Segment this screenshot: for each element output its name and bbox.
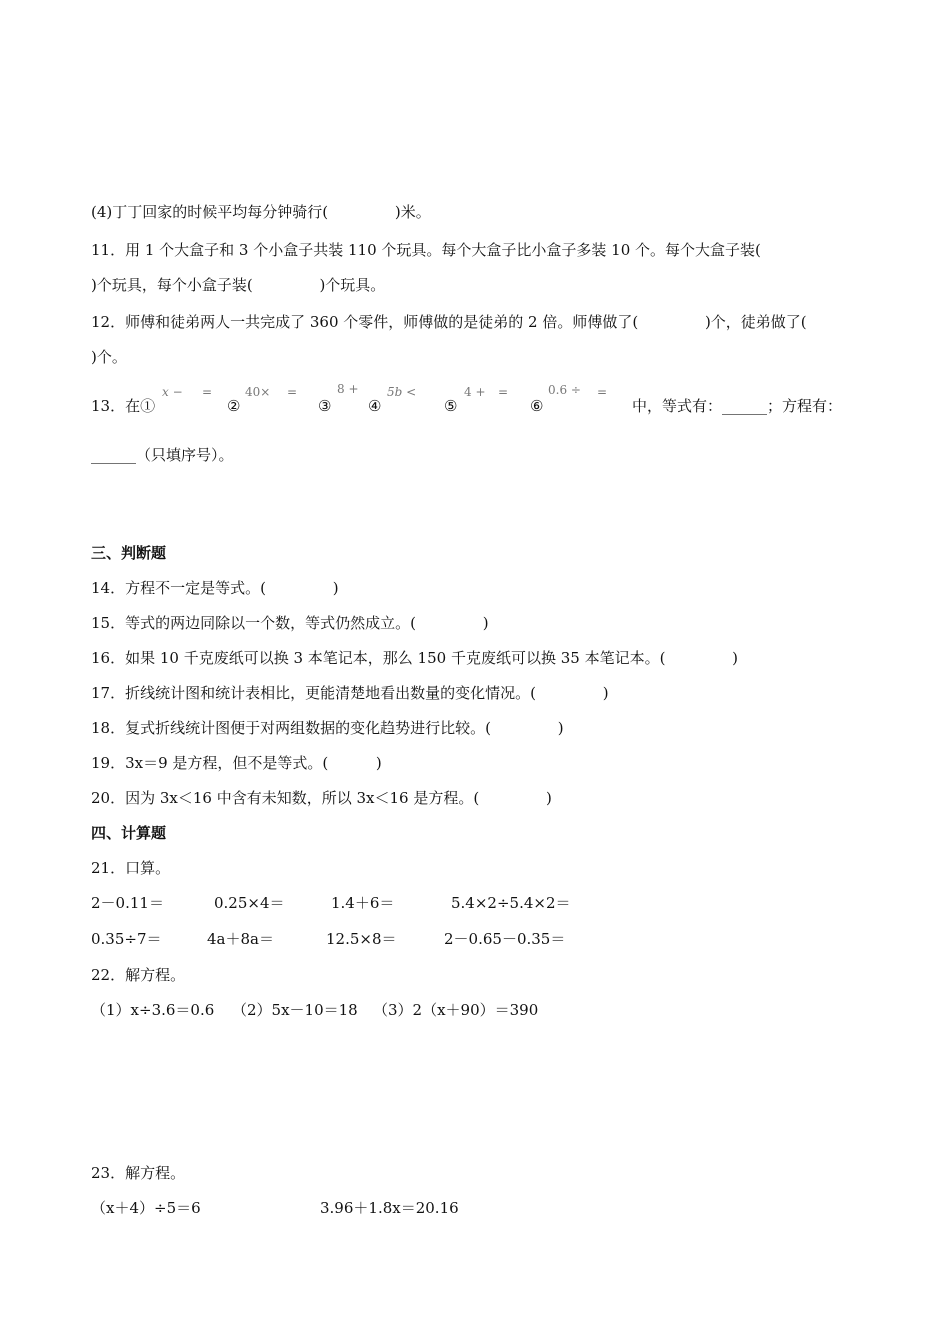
q13-marker-5: ⑤	[444, 397, 458, 415]
q15: 15．等式的两边同除以一个数，等式仍然成立。( )	[91, 614, 489, 632]
q13-formula-1a: x −	[162, 385, 183, 399]
q22: 22．解方程。	[91, 966, 186, 984]
q20: 20．因为 3x＜16 中含有未知数，所以 3x＜16 是方程。( )	[91, 789, 552, 807]
q11-line1: 11．用 1 个大盒子和 3 个小盒子共装 110 个玩具。每个大盒子比小盒子多装 10 个。每个大盒子装(	[91, 241, 761, 259]
q13-suffix: 中，等式有：______；方程有：	[632, 397, 843, 415]
q12-line2: )个。	[91, 348, 127, 366]
q13-marker-6: ⑥	[530, 397, 544, 415]
q17: 17．折线统计图和统计表相比，更能清楚地看出数量的变化情况。( )	[91, 684, 609, 702]
q18: 18．复式折线统计图便于对两组数据的变化趋势进行比较。( )	[91, 719, 564, 737]
q23-item-1: （x＋4）÷5＝6	[91, 1199, 201, 1217]
q13-marker-3: ③	[318, 397, 332, 415]
q19: 19．3x＝9 是方程，但不是等式。( )	[91, 754, 382, 772]
q12-line1: 12．师傅和徒弟两人一共完成了 360 个零件，师傅做的是徒弟的 2 倍。师傅做了( )个，徒弟做了(	[91, 313, 807, 331]
q13-formula-4: 5b <	[387, 385, 417, 399]
q22-item-3: （3）2（x＋90）＝390	[373, 1001, 539, 1019]
q21-r2-c3: 12.5×8＝	[326, 930, 397, 948]
q13-formula-3: 8 +	[337, 382, 359, 396]
q13-prefix: 13．在①	[91, 397, 156, 415]
q21-r1-c2: 0.25×4＝	[214, 894, 285, 912]
q16: 16．如果 10 千克废纸可以换 3 本笔记本，那么 150 千克废纸可以换 35 本笔记本。( )	[91, 649, 739, 667]
q21-r1-c4: 5.4×2÷5.4×2＝	[451, 894, 571, 912]
q21-r2-c1: 0.35÷7＝	[91, 930, 162, 948]
q13-line2: ______（只填序号）。	[91, 446, 234, 464]
q14: 14．方程不一定是等式。( )	[91, 579, 339, 597]
q21-r1-c3: 1.4＋6＝	[331, 894, 395, 912]
q23: 23．解方程。	[91, 1164, 186, 1182]
q23-item-2: 3.96＋1.8x＝20.16	[320, 1199, 459, 1217]
q21-r2-c4: 2－0.65－0.35＝	[444, 930, 566, 948]
q22-item-2: （2）5x－10＝18	[232, 1001, 358, 1019]
q13-formula-6b: =	[597, 385, 608, 399]
q10-part4: (4)丁丁回家的时候平均每分钟骑行( )米。	[91, 203, 431, 221]
q13-marker-2: ②	[227, 397, 241, 415]
q11-line2: )个玩具，每个小盒子装( )个玩具。	[91, 276, 386, 294]
q21: 21．口算。	[91, 859, 171, 877]
q13-formula-2b: =	[287, 385, 298, 399]
q13-formula-1b: =	[202, 385, 213, 399]
section-calculation-heading: 四、计算题	[91, 824, 167, 842]
q21-r1-c1: 2－0.11＝	[91, 894, 164, 912]
q13-formula-5b: =	[498, 385, 509, 399]
q13-formula-5a: 4 +	[464, 385, 486, 399]
q13-formula-2a: 40×	[245, 385, 271, 399]
section-judgement-heading: 三、判断题	[91, 544, 167, 562]
q21-r2-c2: 4a＋8a＝	[207, 930, 274, 948]
q22-item-1: （1）x÷3.6＝0.6	[91, 1001, 215, 1019]
q13-formula-6: 0.6 ÷	[548, 383, 581, 397]
q13-marker-4: ④	[368, 397, 382, 415]
